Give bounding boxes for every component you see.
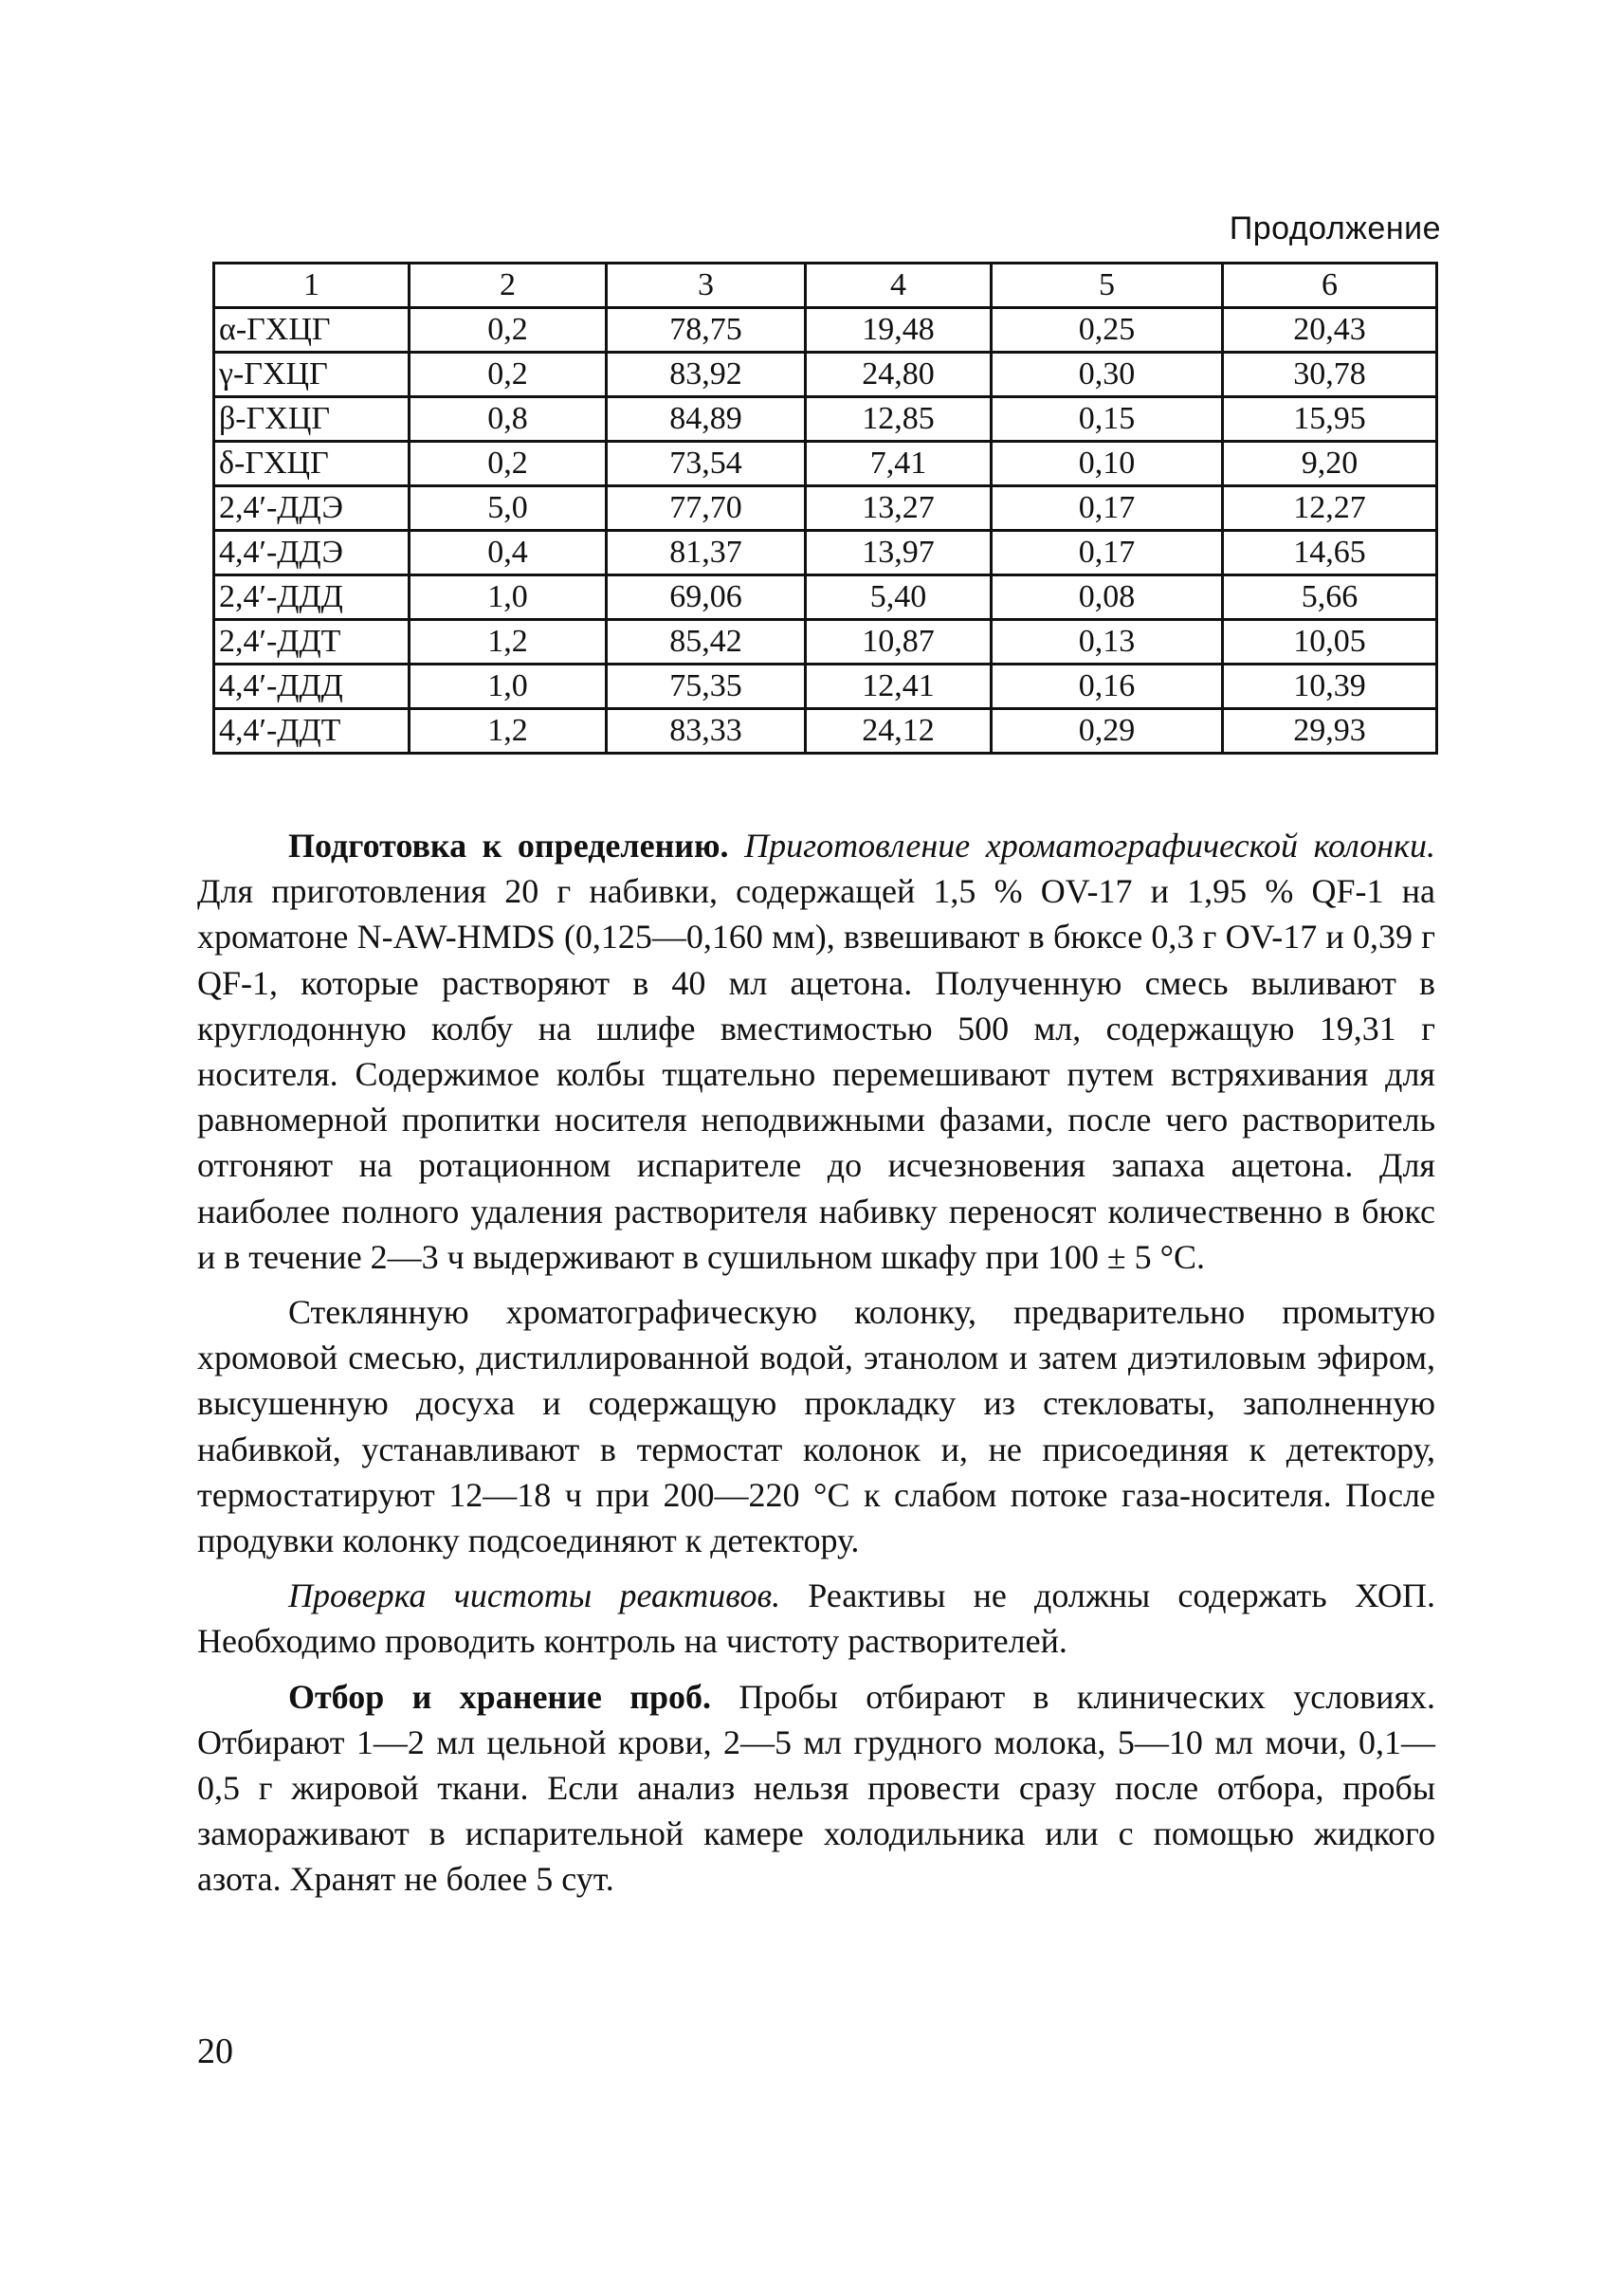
paragraph-column-conditioning — [197, 1289, 1435, 1563]
value-cell: 83,92 — [607, 353, 806, 397]
value-cell: 24,80 — [806, 353, 992, 397]
paragraph-text: Для приготовления 20 г набивки, содержащей 1,5 % OV-17 и 1,95 % QF-1 на хроматоне N-AW-HMDS (0,125—0,160 мм), взвешивают в бюксе 0,3 г OV-17 и 0,39 г QF-1, которые растворяют в 40 мл ацетона. Полученную смесь выливают в круглодонную колбу на шлифе вместимостью 500 мл, содержащую 19,31 г носителя. Содержимое колбы тщательно перемешивают путем встряхивания для равномерной пропитки носителя неподвижными фазами, после чего растворитель отгоняют на ротационном испарителе до исчезновения запаха ацетона. Для наиболее полного удаления растворителя набивку переносят количественно в бюкс и в течение 2—3 ч выдерживают в сушильном шкафу при 100 ± 5 °С. — [197, 872, 1435, 1276]
table-row — [214, 353, 1437, 397]
value-cell: 12,41 — [806, 665, 992, 709]
value-cell: 0,10 — [992, 442, 1223, 486]
value-cell: 12,85 — [806, 397, 992, 442]
compound-name-cell: 2,4′-ДДД — [214, 575, 410, 620]
value-cell: 0,17 — [992, 531, 1223, 575]
paragraph-text: Реактивы не должны содержать ХОП. Необходимо проводить контроль на чистоту растворителей. — [197, 1576, 1435, 1661]
compound-name-cell: 2,4′-ДДЭ — [214, 486, 410, 531]
value-cell: 0,25 — [992, 308, 1223, 353]
value-cell: 0,16 — [992, 665, 1223, 709]
section-heading: Подготовка к определению. — [288, 827, 729, 865]
table-row — [214, 709, 1437, 754]
table-row — [214, 397, 1437, 442]
value-cell: 0,17 — [992, 486, 1223, 531]
continued-label: Продолжение — [1229, 210, 1441, 246]
value-cell: 5,66 — [1223, 575, 1437, 620]
value-cell: 0,2 — [410, 308, 607, 353]
value-cell: 10,39 — [1223, 665, 1437, 709]
value-cell: 0,13 — [992, 620, 1223, 665]
compound-name-cell: γ-ГХЦГ — [214, 353, 410, 397]
compound-name-cell: 2,4′-ДДТ — [214, 620, 410, 665]
column-header: 6 — [1223, 264, 1437, 308]
section-heading: Отбор и хранение проб. — [288, 1677, 712, 1716]
value-cell: 19,48 — [806, 308, 992, 353]
value-cell: 1,0 — [410, 665, 607, 709]
paragraph-text: Стеклянную хроматографическую колонку, предварительно промытую хромовой смесью, дистиллированной водой, этанолом и затем диэтиловым эфиром, высушенную досуха и содержащую прокладку из стекловаты, заполненную набивкой, устанавливают в термостат колонок и, не присоединяя к детектору, термостатируют 12—18 ч при 200—220 °С к слабом потоке газа-носителя. После продувки колонку подсоединяют к детектору. — [197, 1293, 1435, 1560]
value-cell: 24,12 — [806, 709, 992, 754]
paragraph-sampling — [197, 1674, 1435, 1903]
column-header: 5 — [992, 264, 1223, 308]
value-cell: 10,87 — [806, 620, 992, 665]
compound-name-cell: 4,4′-ДДД — [214, 665, 410, 709]
column-header: 2 — [410, 264, 607, 308]
compound-name-cell: α-ГХЦГ — [214, 308, 410, 353]
value-cell: 29,93 — [1223, 709, 1437, 754]
table-row — [214, 665, 1437, 709]
value-cell: 0,15 — [992, 397, 1223, 442]
compound-name-cell: δ-ГХЦГ — [214, 442, 410, 486]
value-cell: 15,95 — [1223, 397, 1437, 442]
value-cell: 20,43 — [1223, 308, 1437, 353]
table-body — [214, 308, 1437, 754]
value-cell: 10,05 — [1223, 620, 1437, 665]
subsection-heading: Проверка чистоты реактивов. — [288, 1576, 781, 1615]
column-header: 4 — [806, 264, 992, 308]
value-cell: 75,35 — [607, 665, 806, 709]
paragraph-preparation — [197, 823, 1435, 1280]
value-cell: 0,4 — [410, 531, 607, 575]
table-row — [214, 575, 1437, 620]
value-cell: 0,2 — [410, 442, 607, 486]
compound-name-cell: 4,4′-ДДТ — [214, 709, 410, 754]
value-cell: 83,33 — [607, 709, 806, 754]
value-cell: 81,37 — [607, 531, 806, 575]
column-header: 1 — [214, 264, 410, 308]
value-cell: 1,0 — [410, 575, 607, 620]
body-text — [197, 823, 1435, 1912]
table-row — [214, 442, 1437, 486]
value-cell: 13,97 — [806, 531, 992, 575]
value-cell: 0,8 — [410, 397, 607, 442]
table-row — [214, 620, 1437, 665]
value-cell: 0,08 — [992, 575, 1223, 620]
value-cell: 78,75 — [607, 308, 806, 353]
table-row — [214, 486, 1437, 531]
value-cell: 14,65 — [1223, 531, 1437, 575]
column-header: 3 — [607, 264, 806, 308]
page-number: 20 — [197, 2032, 233, 2071]
compound-name-cell: 4,4′-ДДЭ — [214, 531, 410, 575]
value-cell: 73,54 — [607, 442, 806, 486]
compound-name-cell: β-ГХЦГ — [214, 397, 410, 442]
value-cell: 85,42 — [607, 620, 806, 665]
value-cell: 13,27 — [806, 486, 992, 531]
value-cell: 0,29 — [992, 709, 1223, 754]
value-cell: 9,20 — [1223, 442, 1437, 486]
value-cell: 5,40 — [806, 575, 992, 620]
data-table — [212, 262, 1438, 755]
table-header-row — [214, 264, 1437, 308]
value-cell: 0,2 — [410, 353, 607, 397]
value-cell: 30,78 — [1223, 353, 1437, 397]
paragraph-reagent-check — [197, 1573, 1435, 1664]
value-cell: 84,89 — [607, 397, 806, 442]
subsection-heading: Приготовление хроматографической колонки. — [744, 827, 1435, 865]
table-row — [214, 308, 1437, 353]
value-cell: 69,06 — [607, 575, 806, 620]
table-row — [214, 531, 1437, 575]
value-cell: 5,0 — [410, 486, 607, 531]
value-cell: 77,70 — [607, 486, 806, 531]
value-cell: 1,2 — [410, 709, 607, 754]
value-cell: 1,2 — [410, 620, 607, 665]
paragraph-text: Пробы отбирают в клинических условиях. Отбирают 1—2 мл цельной крови, 2—5 мл грудного молока, 5—10 мл мочи, 0,1—0,5 г жировой ткани. Если анализ нельзя провести сразу после отбора, пробы замораживают в испарительной камере холодильника или с помощью жидкого азота. Хранят не более 5 сут. — [197, 1677, 1435, 1899]
value-cell: 12,27 — [1223, 486, 1437, 531]
value-cell: 0,30 — [992, 353, 1223, 397]
value-cell: 7,41 — [806, 442, 992, 486]
